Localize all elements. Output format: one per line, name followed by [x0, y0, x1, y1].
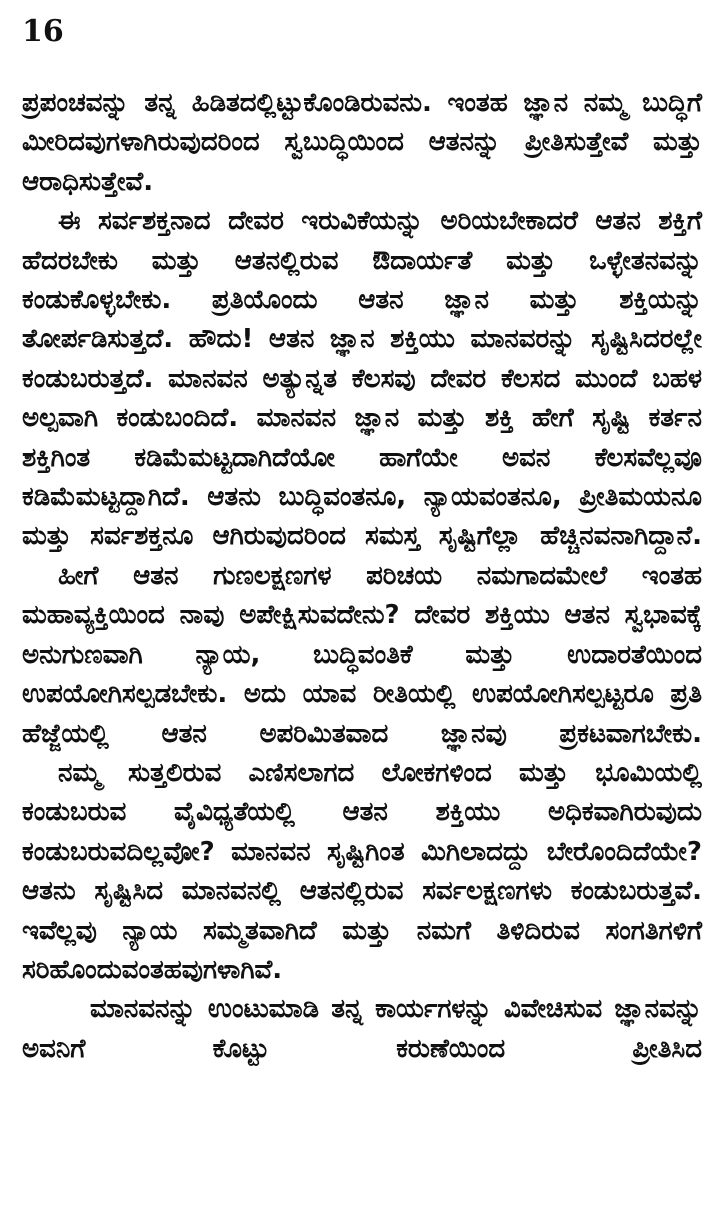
paragraph-5: ಮಾನವನನ್ನು ಉಂಟುಮಾಡಿ ತನ್ನ ಕಾರ್ಯಗಳನ್ನು ವಿವೇಚಿಸುವ ಜ್ಞಾನವನ್ನು ಅವನಿಗೆ ಕೊಟ್ಟು ಕರುಣೆಯಿಂದ ಪ್ರೀತಿಸಿದ — [22, 994, 702, 1064]
paragraph-3: ಹೀಗೆ ಆತನ ಗುಣಲಕ್ಷಣಗಳ ಪರಿಚಯ ನಮಗಾದಮೇಲೆ ಇಂತಹ ಮಹಾವ್ಯಕ್ತಿಯಿಂದ ನಾವು ಅಪೇಕ್ಷಿಸುವದೇನು? ದೇವರ ಶಕ್ತಿಯು ಆತನ ಸ್ವಭಾವಕ್ಕೆ ಅನುಗುಣವಾಗಿ ನ್ಯಾಯ, ಬುದ್ಧಿವಂತಿಕೆ ಮತ್ತು ಉದಾರತೆಯಿಂದ ಉಪಯೋಗಿಸಲ್ಪಡಬೇಕು. ಅದು ಯಾವ ರೀತಿಯಲ್ಲಿ ಉಪಯೋಗಿಸಲ್ಪಟ್ಟರೂ ಪ್ರತಿ ಹೆಜ್ಜೆಯಲ್ಲಿ ಆತನ ಅಪರಿಮಿತವಾದ ಜ್ಞಾನವು ಪ್ರಕಟವಾಗಬೇಕು. — [22, 560, 702, 749]
paragraph-2: ಈ ಸರ್ವಶಕ್ತನಾದ ದೇವರ ಇರುವಿಕೆಯನ್ನು ಅರಿಯಬೇಕಾದರೆ ಆತನ ಶಕ್ತಿಗೆ ಹೆದರಬೇಕು ಮತ್ತು ಆತನಲ್ಲಿರುವ ಔದಾರ್ಯತೆ ಮತ್ತು ಒಳ್ಳೇತನವನ್ನು ಕಂಡುಕೊಳ್ಳಬೇಕು. ಪ್ರತಿಯೊಂದು ಆತನ ಜ್ಞಾನ ಮತ್ತು ಶಕ್ತಿಯನ್ನು ತೋರ್ಪಡಿಸುತ್ತದೆ. ಹೌದು! ಆತನ ಜ್ಞಾನ ಶಕ್ತಿಯು ಮಾನವರನ್ನು ಸೃಷ್ಟಿಸಿದರಲ್ಲೇ ಕಂಡುಬರುತ್ತದೆ. ಮಾನವನ ಅತ್ಯುನ್ನತ ಕೆಲಸವು ದೇವರ ಕೆಲಸದ ಮುಂದೆ ಬಹಳ ಅಲ್ಪವಾಗಿ ಕಂಡುಬಂದಿದೆ. ಮಾನವನ ಜ್ಞಾನ ಮತ್ತು ಶಕ್ತಿ ಹೇಗೆ ಸೃಷ್ಟಿ ಕರ್ತನ ಶಕ್ತಿಗಿಂತ ಕಡಿಮೆಮಟ್ಟದಾಗಿದೆಯೋ ಹಾಗೆಯೇ ಅವನ ಕೆಲಸವೆಲ್ಲವೂ ಕಡಿಮೆಮಟ್ಟದ್ದಾಗಿದೆ. ಆತನು ಬುದ್ಧಿವಂತನೂ, ನ್ಯಾಯವಂತನೂ, ಪ್ರೀತಿಮಯನೂ ಮತ್ತು ಸರ್ವಶಕ್ತನೂ ಆಗಿರುವುದರಿಂದ ಸಮಸ್ತ ಸೃಷ್ಟಿಗೆಲ್ಲಾ ಹೆಚ್ಚಿನವನಾಗಿದ್ದಾನೆ. — [22, 206, 702, 552]
paragraph-1: ಪ್ರಪಂಚವನ್ನು ತನ್ನ ಹಿಡಿತದಲ್ಲಿಟ್ಟುಕೊಂಡಿರುವನು. ಇಂತಹ ಜ್ಞಾನ ನಮ್ಮ ಬುದ್ಧಿಗೆ ಮೀರಿದವುಗಳಾಗಿರುವುದರಿಂದ ಸ್ವಬುದ್ಧಿಯಿಂದ ಆತನನ್ನು ಪ್ರೀತಿಸುತ್ತೇವೆ ಮತ್ತು ಆರಾಧಿಸುತ್ತೇವೆ. — [22, 88, 702, 197]
paragraph-4: ನಮ್ಮ ಸುತ್ತಲಿರುವ ಎಣಿಸಲಾಗದ ಲೋಕಗಳಿಂದ ಮತ್ತು ಭೂಮಿಯಲ್ಲಿ ಕಂಡುಬರುವ ವೈವಿಧ್ಯತೆಯಲ್ಲಿ ಆತನ ಶಕ್ತಿಯು ಅಧಿಕವಾಗಿರುವುದು ಕಂಡುಬರುವದಿಲ್ಲವೋ? ಮಾನವನ ಸೃಷ್ಟಿಗಿಂತ ಮಿಗಿಲಾದದ್ದು ಬೇರೊಂದಿದೆಯೇ? ಆತನು ಸೃಷ್ಟಿಸಿದ ಮಾನವನಲ್ಲಿ ಆತನಲ್ಲಿರುವ ಸರ್ವಲಕ್ಷಣಗಳು ಕಂಡುಬರುತ್ತವೆ. ಇವೆಲ್ಲವು ನ್ಯಾಯ ಸಮ್ಮತವಾಗಿದೆ ಮತ್ತು ನಮಗೆ ತಿಳಿದಿರುವ ಸಂಗತಿಗಳಿಗೆ ಸರಿಹೊಂದುವಂತಹವುಗಳಾಗಿವೆ. — [22, 757, 702, 985]
page-number: 16 — [22, 14, 64, 49]
body-text — [22, 84, 702, 1069]
